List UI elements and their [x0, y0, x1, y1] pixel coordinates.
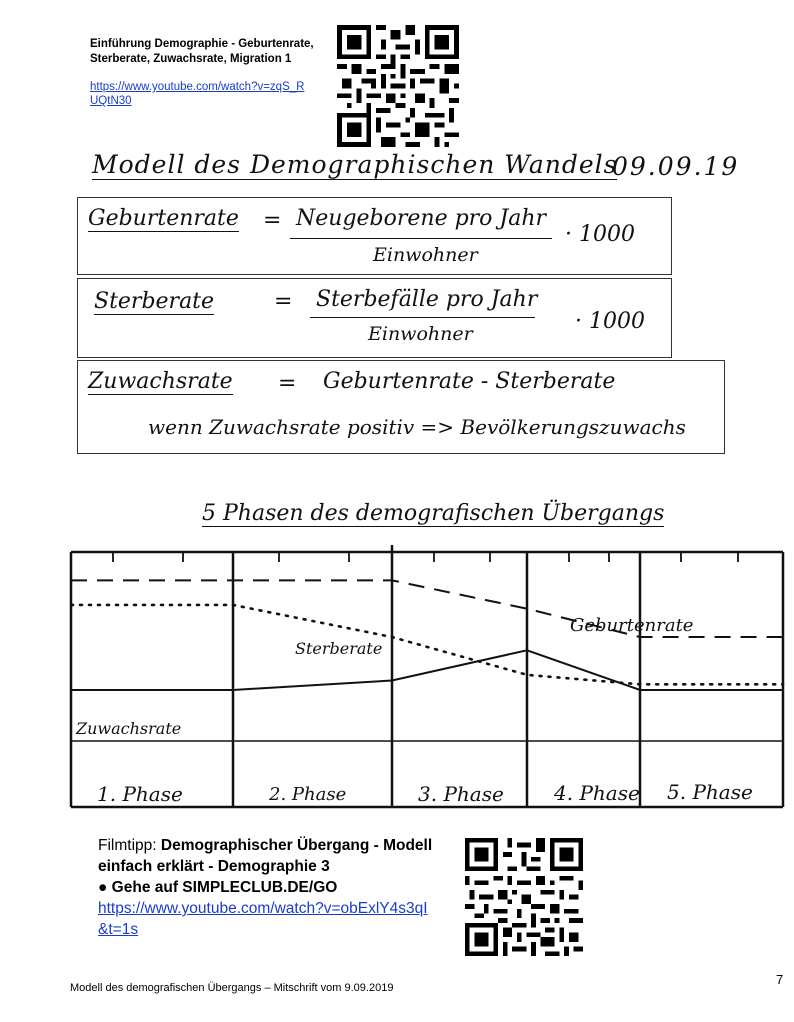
death-rate-factor: · 1000 [575, 309, 645, 334]
phase-label-4: 4. Phase [554, 781, 640, 805]
film-tip-cta: ● Gehe auf SIMPLECLUB.DE/GO [98, 879, 338, 896]
chart-title [202, 501, 664, 526]
growth-rate-term-text: Zuwachsrate [88, 369, 233, 394]
growth-rate-note: wenn Zuwachsrate positiv => Bevölkerungszuwachs [148, 415, 686, 439]
film-tip-link[interactable]: https://www.youtube.com/watch?v=obExlY4s3qI&t=1s [98, 900, 428, 938]
birth-rate-box [77, 197, 672, 275]
series-label-growth: Zuwachsrate [76, 719, 182, 738]
transition-chart [62, 495, 787, 813]
qr-code-bottom [465, 838, 583, 961]
birth-rate-term-text: Geburtenrate [88, 206, 239, 231]
phase-label-5: 5. Phase [667, 780, 753, 804]
birth-rate-numerator: Neugeborene pro Jahr [296, 206, 547, 231]
phase-label-2: 2. Phase [269, 784, 347, 805]
death-rate-equals: = [274, 289, 293, 314]
qr-code-top [337, 25, 459, 152]
film-tip-title: Demographischer Übergang - Modell einfach erklärt - Demographie 3 [98, 837, 433, 875]
death-rate-box [77, 278, 672, 358]
film-tip [98, 835, 443, 940]
film-tip-prefix: Filmtipp: [98, 837, 161, 854]
growth-rate-box [77, 360, 725, 454]
phase-label-1: 1. Phase [97, 782, 183, 806]
page-number: 7 [776, 972, 784, 987]
transition-chart-svg [62, 495, 787, 813]
video-title: Einführung Demographie - Geburtenrate, Sterberate, Zuwachsrate, Migration 1 [90, 38, 314, 65]
growth-rate-term [88, 369, 233, 394]
growth-rate-expression: Geburtenrate - Sterberate [323, 369, 616, 394]
notes-heading [92, 150, 617, 179]
birth-rate-fraction-line [290, 238, 552, 239]
birth-rate-factor: · 1000 [565, 222, 635, 247]
death-rate-term [94, 289, 214, 314]
birth-rate-equals: = [263, 208, 282, 233]
death-rate-denominator: Einwohner [368, 323, 473, 345]
series-label-death: Sterberate [295, 639, 383, 658]
birth-rate-denominator: Einwohner [373, 244, 478, 266]
death-rate-term-text: Sterberate [94, 289, 215, 314]
chart-title-text: 5 Phasen des demografischen Übergangs [202, 501, 665, 526]
notes-date: 09.09.19 [612, 152, 740, 181]
growth-rate-equals: = [278, 371, 297, 396]
footer-text: Modell des demografischen Übergangs – Mitschrift vom 9.09.2019 [70, 982, 394, 994]
death-rate-fraction-line [310, 317, 535, 318]
birth-rate-term [88, 206, 239, 231]
death-rate-numerator: Sterbefälle pro Jahr [316, 287, 538, 312]
phase-label-3: 3. Phase [418, 782, 504, 806]
notes-heading-text: Modell des Demographischen Wandels [92, 150, 618, 179]
series-label-birth: Geburtenrate [570, 615, 694, 636]
video-link[interactable]: https://www.youtube.com/watch?v=zqS_RUQtN30 [90, 81, 305, 107]
